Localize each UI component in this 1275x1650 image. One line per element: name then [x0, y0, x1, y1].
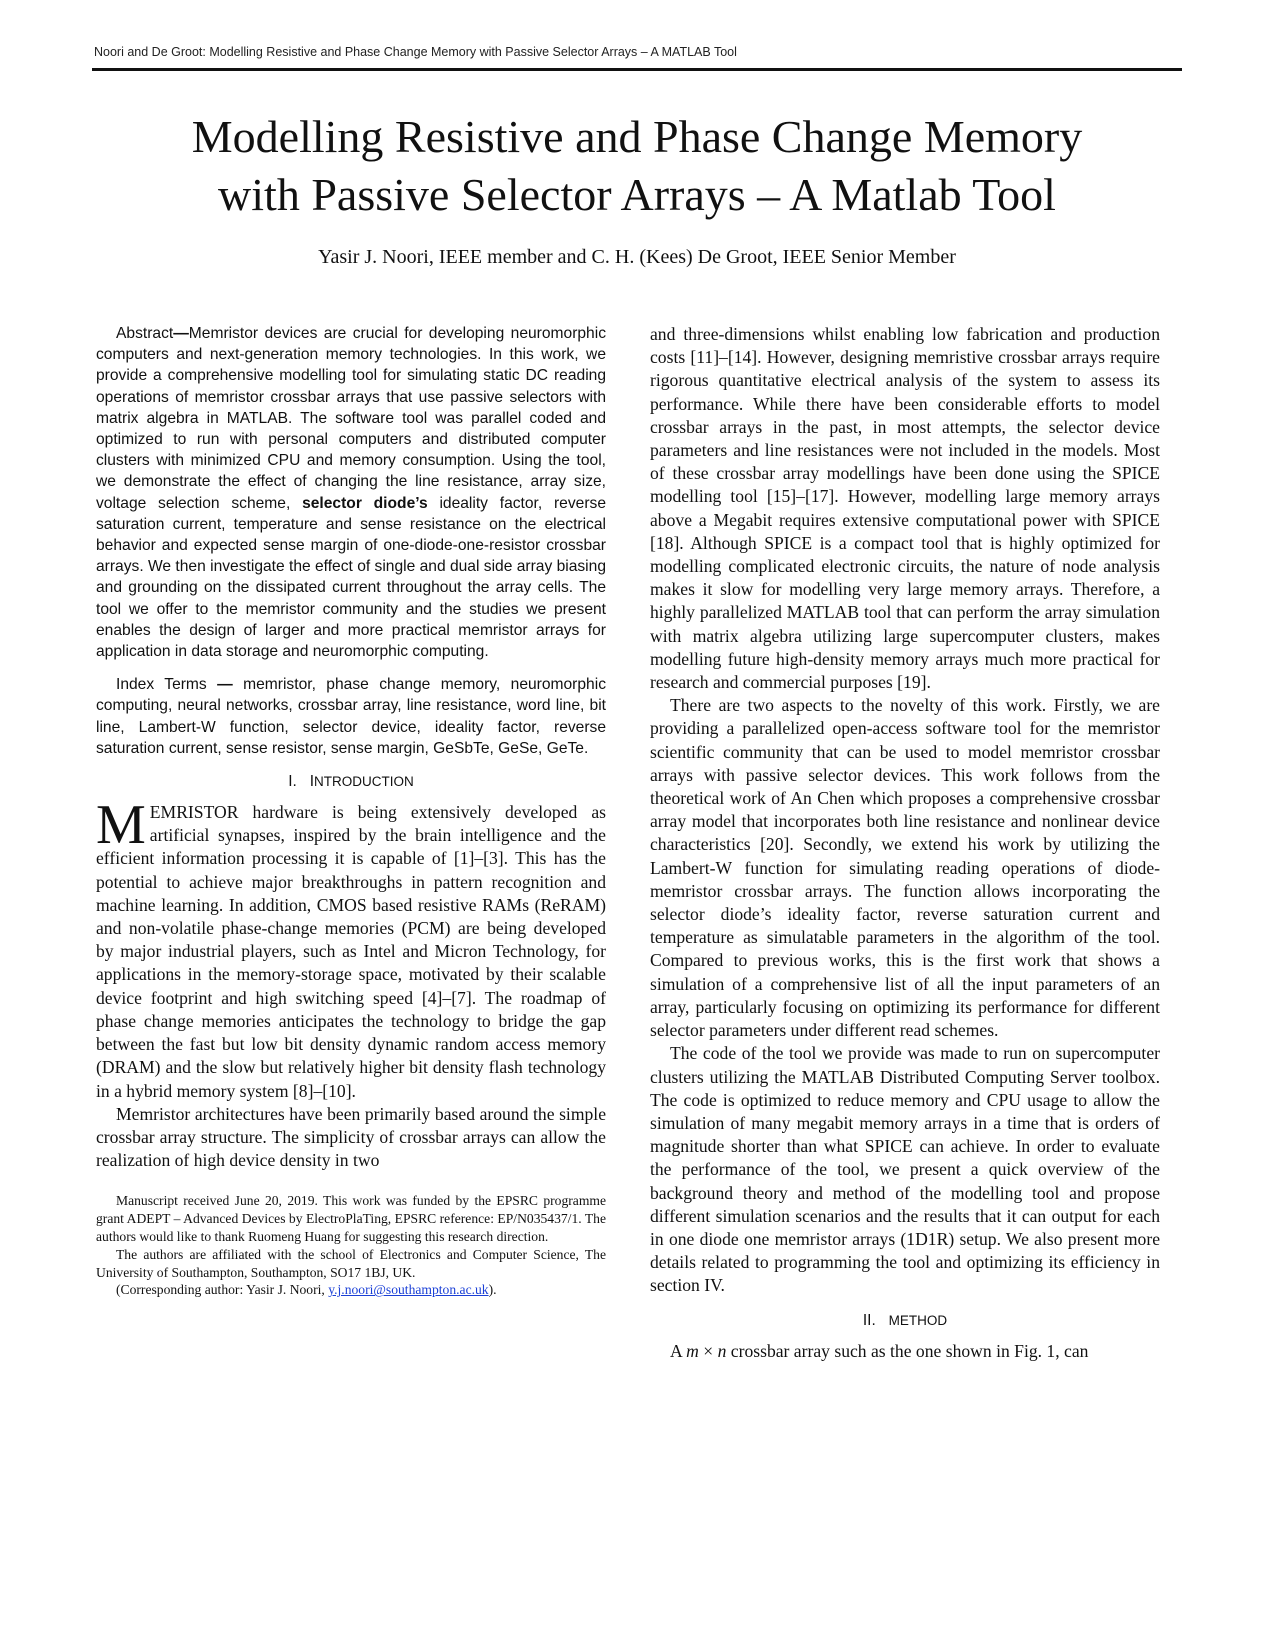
intro-text-1: EMRISTOR hardware is being extensively developed as artificial synapses, inspired by the brain intelligence and the efficient information processing it is capable of [1]–[3]. This has the potential to achieve major breakthroughs in pattern recognition and machine learning. In addition, CMOS based resistive RAMs (ReRAM) and non-volatile phase-change memories (PCM) are being developed by major industrial players, such as Intel and Micron Technology, for applications in the memory-storage space, motivated by their scalable device footprint and high switching speed [4]–[7]. The roadmap of phase change memories anticipates the technology to bridge the gap between the fast but low bit density dynamic random access memory (DRAM) and the slow but relatively higher bit density flash technology in a hybrid memory system [8]–[10].	[96, 802, 606, 1101]
running-header	[92, 42, 1182, 71]
abstract-label: Abstract	[116, 325, 174, 342]
footnote-affiliation: The authors are affiliated with the school of Electronics and Computer Science, The University of Southampton, Southampton, SO17 1BJ, UK.	[96, 1246, 606, 1280]
section-heading-method	[650, 1312, 1160, 1330]
footnote-corresponding-pre: (Corresponding author: Yasir J. Noori,	[116, 1282, 329, 1298]
section-title-rest: NTRODUCTION	[314, 774, 414, 790]
math-var-m: m	[686, 1340, 699, 1361]
footnote-manuscript: Manuscript received June 20, 2019. This work was funded by the EPSRC programme grant ADEPT – Advanced Devices by ElectroPlaTing, EPSRC reference: EP/N035437/1. The authors would like to thank Ruomeng Huang for suggesting this research direction.	[96, 1193, 606, 1244]
left-column	[96, 323, 606, 1299]
index-terms-label: Index Terms	[116, 676, 207, 694]
running-title: Noori and De Groot: Modelling Resistive and Phase Change Memory with Passive Selector Arrays – A MATLAB Tool	[94, 45, 737, 59]
title-line-2: with Passive Selector Arrays – A Matlab Tool	[218, 169, 1056, 220]
footnote-corresponding	[96, 1281, 606, 1299]
paper-title	[92, 108, 1182, 224]
intro-paragraph-1	[96, 794, 606, 1103]
method-text-pre: A	[670, 1340, 687, 1361]
drop-cap: M	[96, 794, 146, 857]
footnotes	[96, 1192, 606, 1299]
index-terms-dash: —	[206, 676, 244, 694]
right-paragraph-1: and three-dimensions whilst enabling low fabrication and production costs [11]–[14]. However, designing memristive crossbar arrays require rigorous quantitative electrical analysis of the system to assess its performance. While there have been considerable efforts to model crossbar arrays in the past, in most attempts, the selector device parameters and line resistances were not included in the models. Most of these crossbar array modellings have been done using the SPICE modelling tool [15]–[17]. However, modelling large memory arrays above a Megabit requires extensive computational power with SPICE [18]. Although SPICE is a compact tool that is highly optimized for modelling complicated electronic circuits, the nature of node analysis makes it slow for modelling very large memory arrays. Therefore, a highly parallelized MATLAB tool that can perform the array simulation with matrix algebra utilizing large supercomputer clusters, makes modelling future high-density memory arrays much more practical for research and commercial purposes [19].	[650, 324, 1160, 693]
method-paragraph-1	[650, 1340, 1160, 1363]
abstract-text-1: Memristor devices are crucial for developing neuromorphic computers and next-generation memory technologies. In this work, we provide a comprehensive modelling tool for simulating static DC reading operations of memristor crossbar arrays that use passive selectors with matrix algebra in MATLAB. The software tool was parallel coded and optimized to run with personal computers and distributed computer clusters with minimized CPU and memory consumption. Using the tool, we demonstrate the effect of changing the line resistance, array size, voltage selection scheme,	[96, 325, 606, 512]
index-terms	[96, 674, 606, 759]
email-link[interactable]: y.j.noori@southampton.ac.uk	[328, 1282, 489, 1298]
right-column	[650, 323, 1160, 1363]
index-terms-text: memristor, phase change memory, neuromorphic computing, neural networks, crossbar array, line resistance, word line, bit line, Lambert-W function, selector device, ideality factor, reverse saturation current, sense resistor, sense margin, GeSbTe, GeSe, GeTe.	[96, 676, 606, 757]
abstract-bold-term: selector diode’s	[302, 494, 428, 512]
math-times: ×	[698, 1340, 718, 1361]
math-var-n: n	[717, 1340, 727, 1361]
section-title-first-letter: I	[309, 773, 315, 791]
section-heading-introduction	[96, 773, 606, 791]
title-line-1: Modelling Resistive and Phase Change Memory	[191, 111, 1083, 162]
section2-title: METHOD	[888, 1312, 948, 1328]
method-text-post: crossbar array such as the one shown in Fig. 1, can	[726, 1340, 1089, 1361]
abstract-text-2: ideality factor, reverse saturation current, temperature and sense resistance on the electrical behavior and expected sense margin of one-diode-one-resistor crossbar arrays. We then investigate the effect of single and dual side array biasing and grounding on the dissipated current throughout the array cells. The tool we offer to the memristor community and the studies we present enables the design of larger and more practical memristor arrays for application in data storage and neuromorphic computing.	[96, 494, 606, 661]
abstract-dash: —	[173, 325, 189, 342]
intro-paragraph-2: Memristor architectures have been primarily based around the simple crossbar array structure. The simplicity of crossbar arrays can allow the realization of high device density in two	[96, 1103, 606, 1171]
footnote-corresponding-post: ).	[488, 1282, 497, 1298]
section2-numeral: II.	[862, 1311, 876, 1329]
abstract	[96, 323, 606, 662]
right-paragraph-2: There are two aspects to the novelty of this work. Firstly, we are providing a parallelized open-access software tool for the memristor scientific community that can be used to model memristor crossbar arrays with passive selector devices. This work follows from the theoretical work of An Chen which proposes a comprehensive crossbar array model that incorporates both line resistance and nonlinear device characteristics [20]. Secondly, we extend his work by utilizing the Lambert-W function for simulating reading operations of diode-memristor crossbar arrays. The function allows incorporating the selector diode’s ideality factor, reverse saturation current and temperature as simulatable parameters in the algorithm of the tool. Compared to previous works, this is the first work that shows a simulation of a comprehensive list of all the input parameters of an array, particularly focusing on optimizing its performance for different selector parameters under different read schemes.	[650, 695, 1160, 1041]
author-line: Yasir J. Noori, IEEE member and C. H. (Kees) De Groot, IEEE Senior Member	[318, 246, 956, 268]
right-paragraph-3: The code of the tool we provide was made to run on supercomputer clusters utilizing the MATLAB Distributed Computing Server toolbox. The code is optimized to reduce memory and CPU usage to allow the simulation of many megabit memory arrays in a time that is orders of magnitude shorter than what SPICE can achieve. In order to evaluate the performance of the tool, we present a quick overview of the background theory and method of the modelling tool and propose different simulation scenarios and the results that it can output for each in one diode one memristor arrays (1D1R) setup. We also present more details related to programming the tool and optimizing its efficiency in section IV.	[650, 1043, 1160, 1296]
section-numeral: I.	[288, 773, 297, 791]
